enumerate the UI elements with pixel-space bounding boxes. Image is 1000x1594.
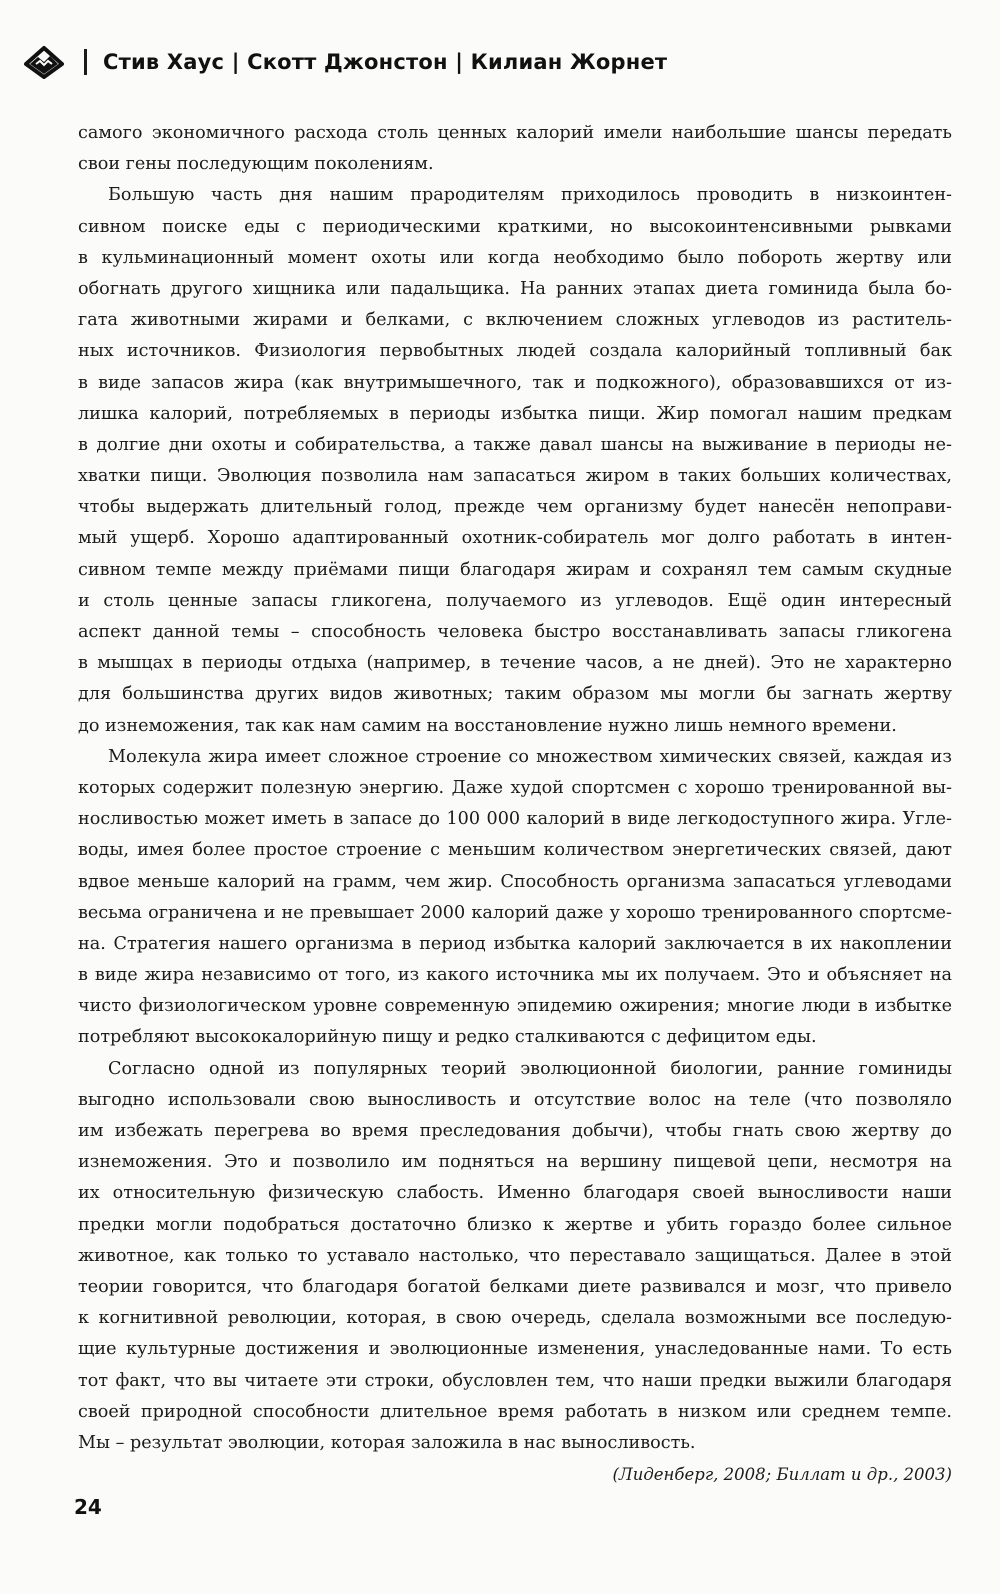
text-line: самого экономичного расхода столь ценных калорий имели наибольшие шансы передать — [78, 123, 952, 143]
text-line: хватки пищи. Эволюция позволила нам запасаться жиром в таких больших количествах, — [78, 466, 952, 487]
text-line: Согласно одной из популярных теорий эволюционной биологии, ранние гоминиды — [108, 1058, 952, 1079]
text-line: свои гены последующим поколениям. — [78, 154, 434, 175]
text-line: обогнать другого хищника или падальщика. На ранних этапах диета гоминида была бо- — [78, 278, 952, 299]
text-line: к когнитивной революции, которая, в свою очередь, сделала возможными все последую- — [78, 1308, 952, 1329]
text-line: аспект данной темы – способность человека быстро восстанавливать запасы гликогена — [78, 622, 952, 642]
text-line: Большую часть дня нашим прародителям приходилось проводить в низкоинтен- — [108, 185, 952, 206]
text-line: чисто физиологическом уровне современную эпидемию ожирения; многие люди в избытке — [78, 996, 952, 1017]
text-line: носливостью может иметь в запасе до 100 000 калорий в виде легкодоступного жира. Угле- — [78, 809, 952, 830]
text-line: изнеможения. Это и позволило им подняться на вершину пищевой цепи, несмотря на — [78, 1152, 952, 1173]
text-line: сивном поиске еды с периодическими краткими, но высокоинтенсивными рывками — [78, 216, 952, 237]
text-line: в мышцах в периоды отдыха (например, в течение часов, а не дней). Это не характерно — [78, 653, 952, 674]
text-line: до изнеможения, так как нам самим на восстановление нужно лишь немного времени. — [78, 715, 897, 736]
citation: (Лиденберг, 2008; Биллат и др., 2003) — [612, 1465, 952, 1485]
text-line: в виде запасов жира (как внутримышечного, так и подкожного), образовавшихся от из- — [78, 372, 952, 393]
text-line: выгодно использовали свою выносливость и отсутствие волос на теле (что позволяло — [78, 1089, 952, 1110]
text-line: в кульминационный момент охоты или когда необходимо было побороть жертву или — [78, 247, 952, 268]
main-text — [78, 118, 952, 1490]
text-line: их относительную физическую слабость. Именно благодаря своей выносливости наши — [78, 1183, 952, 1204]
text-line: теории говорится, что благодаря богатой белками диете развивался и мозг, что привело — [78, 1276, 952, 1297]
text-line: щие культурные достижения и эволюционные изменения, унаследованные нами. То есть — [78, 1339, 952, 1360]
text-line: весьма ограничена и не превышает 2000 калорий даже у хорошо тренированного спортсме- — [78, 902, 952, 923]
text-line: и столь ценные запасы гликогена, получаемого из углеводов. Ещё один интересный — [78, 590, 952, 611]
text-line: которых содержит полезную энергию. Даже худой спортсмен с хорошо тренированной вы- — [78, 777, 952, 798]
mountain-logo-icon — [22, 44, 66, 80]
header-divider — [84, 49, 87, 75]
text-line: на. Стратегия нашего организма в период избытка калорий заключается в их накоплении — [78, 933, 952, 954]
text-line: в долгие дни охоты и собирательства, а также давал шансы на выживание в периоды не- — [78, 434, 952, 455]
text-line: животное, как только то уставало настолько, что переставало защищаться. Далее в этой — [78, 1245, 952, 1266]
text-line: тот факт, что вы читаете эти строки, обусловлен тем, что наши предки выжили благодаря — [78, 1370, 952, 1391]
text-line: гата животными жирами и белками, с включением сложных углеводов из раститель- — [78, 310, 952, 331]
text-line: мый ущерб. Хорошо адаптированный охотник-собиратель мог долго работать в интен- — [78, 528, 952, 549]
text-line: для большинства других видов животных; таким образом мы могли бы загнать жертву — [78, 684, 952, 705]
text-line: лишка калорий, потребляемых в периоды избытка пищи. Жир помогал нашим предкам — [78, 403, 952, 424]
text-line: предки могли подобраться достаточно близко к жертве и убить гораздо более сильное — [78, 1214, 952, 1235]
text-line: ных источников. Физиология первобытных людей создала калорийный топливный бак — [78, 341, 952, 362]
page-number: 24 — [74, 1495, 102, 1519]
text-line: чтобы выдержать длительный голод, прежде чем организму будет нанесён непоправи- — [78, 497, 952, 518]
header-authors: Стив Хаус | Скотт Джонстон | Килиан Жорнет — [103, 50, 668, 74]
text-line: вдвое меньше калорий на грамм, чем жир. Способность организма запасаться углеводами — [78, 871, 952, 892]
text-line: Молекула жира имеет сложное строение со множеством химических связей, каждая из — [108, 746, 952, 767]
text-line: воды, имея более простое строение с меньшим количеством энергетических связей, дают — [78, 840, 952, 861]
text-line: сивном темпе между приёмами пищи благодаря жирам и сохранял тем самым скудные — [78, 559, 952, 580]
text-line: им избежать перегрева во время преследования добычи), чтобы гнать свою жертву до — [78, 1121, 952, 1141]
text-line: потребляют высококалорийную пищу и редко сталкиваются с дефицитом еды. — [78, 1027, 817, 1048]
text-line: в виде жира независимо от того, из какого источника мы их получаем. Это и объясняет на — [78, 965, 952, 986]
running-header — [22, 42, 667, 82]
text-line: своей природной способности длительное время работать в низком или среднем темпе. — [78, 1401, 952, 1422]
text-line: Мы – результат эволюции, которая заложила в нас выносливость. — [78, 1432, 696, 1453]
